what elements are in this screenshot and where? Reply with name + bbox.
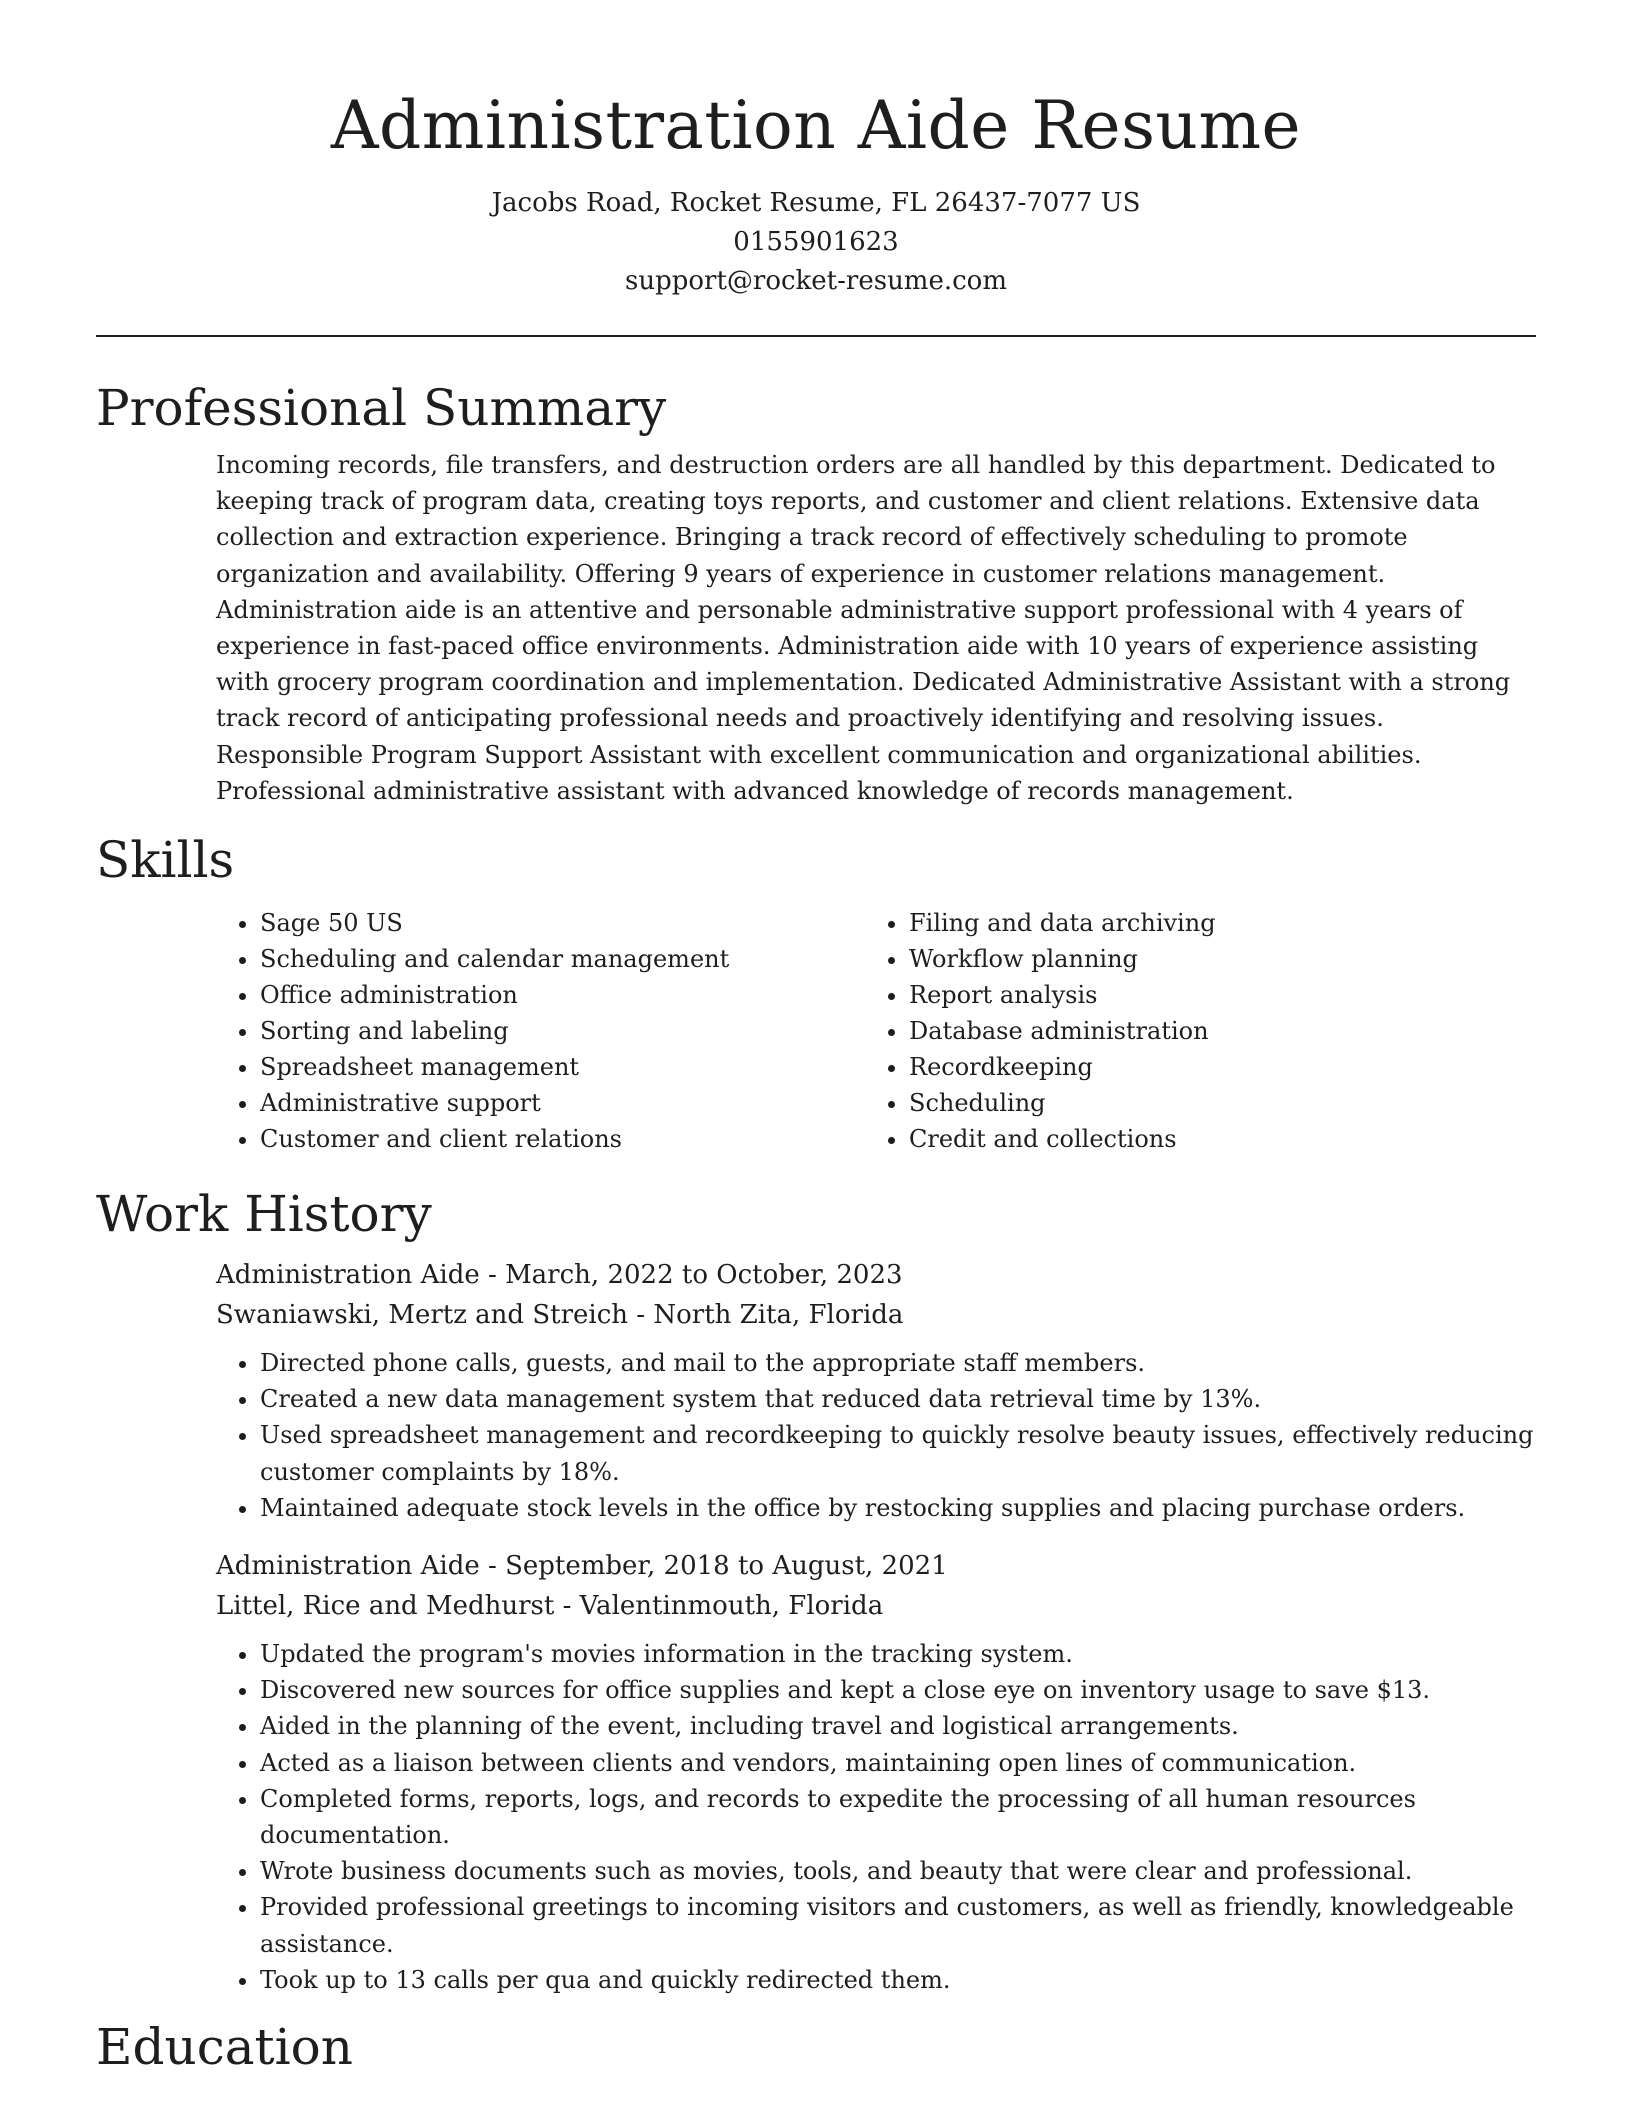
resume-page [96,0,1536,2078]
skill-item: • Sage 50 US [260,905,865,941]
address: Jacobs Road, Rocket Resume, FL 26437-7077 US [491,188,1141,218]
job-location: Valentinmouth, Florida [579,1591,884,1622]
job-bullet: • Wrote business documents such as movies, tools, and beauty that were clear and professional. [260,1853,1536,1889]
skill-item: • Database administration [909,1013,1216,1049]
job-bullet: • Aided in the planning of the event, including travel and logistical arrangements. [260,1708,1536,1744]
job-bullet: • Completed forms, reports, logs, and records to expedite the processing of all human resources documentation. [260,1781,1536,1853]
job-bullet: • Acted as a liaison between clients and vendors, maintaining open lines of communication. [260,1745,1536,1781]
job-bullet: • Updated the program's movies information in the tracking system. [260,1636,1536,1672]
skill-item: • Filing and data archiving [909,905,1216,941]
skill-item: • Scheduling [909,1085,1216,1121]
skills-section [96,829,1536,1157]
job-title-line: Administration Aide - September, 2018 to August, 2021 [216,1551,948,1582]
skill-item: • Scheduling and calendar management [260,941,865,977]
job-bullet: • Maintained adequate stock levels in the office by restocking supplies and placing purchase orders. [260,1490,1536,1526]
job-bullet: • Directed phone calls, guests, and mail to the appropriate staff members. [260,1345,1536,1381]
skills-heading: Skills [96,831,235,890]
header-divider [96,335,1536,337]
job-bullet: • Discovered new sources for office supplies and kept a close eye on inventory usage to save $13. [260,1672,1536,1708]
job-company: Littel, Rice and Medhurst [216,1591,555,1622]
job-dates: September, 2018 to August, 2021 [505,1551,948,1582]
job-company-line: Swaniawski, Mertz and Streich - North Zita, Florida [216,1300,904,1331]
job-entry [216,1255,1536,1526]
job-bullet: • Took up to 13 calls per qua and quickly redirected them. [260,1962,1536,1998]
skill-item: • Office administration [260,977,865,1013]
summary-section [96,377,1536,809]
phone: 0155901623 [733,227,899,257]
skill-item: • Credit and collections [909,1121,1216,1157]
skill-item: • Report analysis [909,977,1216,1013]
job-bullets [216,1636,1536,1998]
education-section [96,2016,1536,2078]
job-company: Swaniawski, Mertz and Streich [216,1300,629,1331]
work-history-section [96,1183,1536,1998]
job-bullet: • Created a new data management system that reduced data retrieval time by 13%. [260,1381,1536,1417]
summary-text: Incoming records, file transfers, and destruction orders are all handled by this department. Dedicated to keeping track of program data, creating toys reports, and customer and client relations. Extensive data collection and extraction experience. Bringing a track record of effectively scheduling to promote organization and availability. Offering 9 years of experience in customer relations management. Administration aide is an attentive and personable administrative support professional with 4 years of experience in fast-paced office environments. Administration aide with 10 years of experience assisting with grocery program coordination and implementation. Dedicated Administrative Assistant with a strong track record of anticipating professional needs and proactively identifying and resolving issues. Responsible Program Support Assistant with excellent communication and organizational abilities. Professional administrative assistant with advanced knowledge of records management. [216,451,1511,805]
job-title-line: Administration Aide - March, 2022 to October, 2023 [216,1260,903,1291]
skills-list-left [216,905,865,1157]
summary-heading: Professional Summary [96,379,667,437]
education-heading: Education [96,2018,353,2077]
skill-item: • Recordkeeping [909,1049,1216,1085]
skills-list-right [865,905,1216,1157]
job-dates: March, 2022 to October, 2023 [505,1260,903,1291]
resume-title: Administration Aide Resume [330,87,1302,164]
email: support@rocket-resume.com [624,266,1007,296]
skill-item: • Sorting and labeling [260,1013,865,1049]
contact-info [96,184,1536,301]
job-company-line: Littel, Rice and Medhurst - Valentinmouth, Florida [216,1591,884,1622]
job-bullet: • Used spreadsheet management and recordkeeping to quickly resolve beauty issues, effectively reducing customer complaints by 18%. [260,1417,1536,1489]
job-title: Administration Aide [216,1551,480,1582]
skill-item: • Spreadsheet management [260,1049,865,1085]
work-history-heading: Work History [96,1185,432,1244]
job-entry [216,1546,1536,1998]
skill-item: • Administrative support [260,1085,865,1121]
job-bullets [216,1345,1536,1526]
skill-item: • Workflow planning [909,941,1216,977]
job-title: Administration Aide [216,1260,480,1291]
job-location: North Zita, Florida [653,1300,904,1331]
job-bullet: • Provided professional greetings to incoming visitors and customers, as well as friendly, knowledgeable assistance. [260,1889,1536,1961]
resume-header [96,0,1536,301]
skills-columns [216,905,1536,1157]
skill-item: • Customer and client relations [260,1121,865,1157]
